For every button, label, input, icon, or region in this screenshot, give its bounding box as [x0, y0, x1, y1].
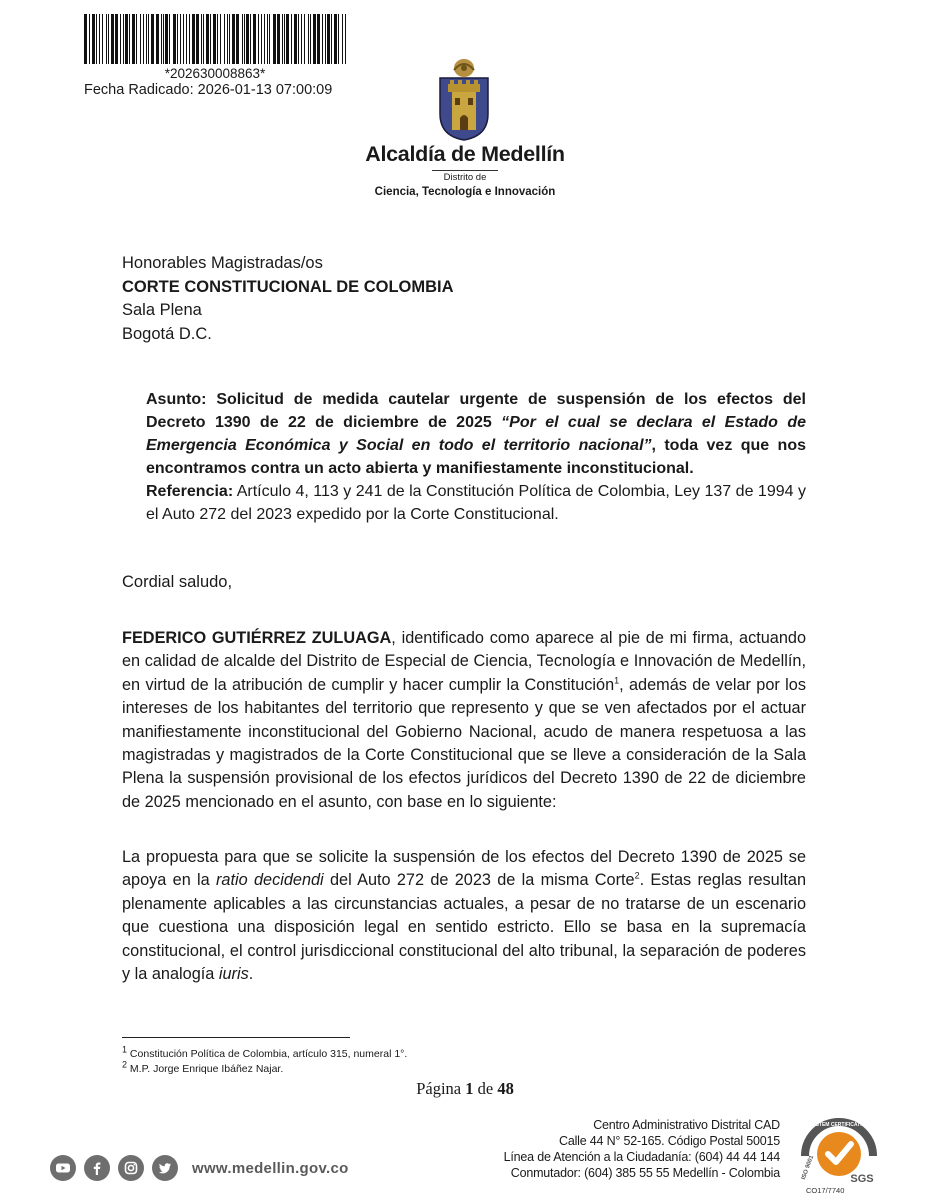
social-icons [50, 1155, 178, 1181]
twitter-icon[interactable] [152, 1155, 178, 1181]
asunto-block [146, 388, 806, 526]
barcode-bar [143, 14, 144, 64]
barcode-bar [325, 14, 326, 64]
barcode-bar [210, 14, 211, 64]
barcode-bar [203, 14, 204, 64]
paragraph1-text-a: , identificado como aparece al pie de mi firma, actuando en calidad de alcalde del Distrito de Especial de Ciencia, Tecnología e Innovación de Medellín, en virtud de la atribución de cumplir y hacer cumplir la Constitución [122, 629, 807, 694]
barcode-bar [186, 14, 187, 64]
address-line-4: Conmutador: (604) 385 55 55 Medellín - Colombia [510, 1166, 780, 1180]
page-total: 48 [497, 1079, 514, 1098]
barcode-bar [177, 14, 178, 64]
youtube-icon[interactable] [50, 1155, 76, 1181]
barcode-bar [192, 14, 195, 64]
barcode-bar [342, 14, 343, 64]
barcode-bar [258, 14, 259, 64]
recipient-line-2: CORTE CONSTITUCIONAL DE COLOMBIA [122, 277, 454, 296]
recipient-line-1: Honorables Magistradas/os [122, 254, 323, 272]
barcode-bar [310, 14, 311, 64]
barcode-bar [322, 14, 323, 64]
barcode-bar [244, 14, 245, 64]
barcode-bar [313, 14, 316, 64]
page-number [0, 1079, 930, 1099]
barcode-bar [345, 14, 346, 64]
barcode-bar [224, 14, 225, 64]
barcode-bar [201, 14, 202, 64]
signer-name: FEDERICO GUTIÉRREZ ZULUAGA [122, 629, 392, 647]
barcode-bar [242, 14, 243, 64]
footnote-2-text: M.P. Jorge Enrique Ibáñez Najar. [127, 1063, 284, 1075]
paragraph2-text-b: del Auto 272 de 2023 de la misma Corte [323, 871, 635, 890]
paragraph2-italic-ratio: ratio decidendi [216, 871, 324, 890]
recipient-line-3: Sala Plena [122, 301, 202, 319]
barcode-bar [229, 14, 230, 64]
facebook-icon[interactable] [84, 1155, 110, 1181]
brand-subtitle: Ciencia, Tecnología e Innovación [374, 186, 556, 198]
barcode-bar [269, 14, 270, 64]
recipient-line-4: Bogotá D.C. [122, 324, 212, 343]
barcode-bar [334, 14, 337, 64]
barcode-bar [298, 14, 299, 64]
greeting: Cordial saludo, [122, 573, 233, 591]
barcode-bar [250, 14, 251, 64]
barcode-bar [304, 14, 305, 64]
footnote-2 [122, 1059, 407, 1077]
brand-block [360, 142, 570, 198]
referencia-paragraph [146, 480, 806, 526]
barcode-bar [253, 14, 256, 64]
barcode-bar [129, 14, 130, 64]
barcode-bar [125, 14, 128, 64]
barcode-bar [161, 14, 162, 64]
barcode-bar [284, 14, 285, 64]
page-label: Página [416, 1079, 462, 1098]
barcode-bar [140, 14, 141, 64]
barcode-bar [286, 14, 289, 64]
page-of: de [477, 1079, 494, 1098]
barcode-bar [338, 14, 339, 64]
barcode-bar [308, 14, 309, 64]
paragraph2-text-c: . Estas reglas resultan plenamente aplicables a las circunstancias actuales, a pesar de no tratarse de un escenario que cuestiona una disposición legal en sentido estricto. Ello se basa en la supremacía constitucional, el control jurisdiccional constitucional del alto tribunal, la separación de poderes y la analogía [122, 871, 806, 984]
paragraph2-text-d: . [248, 965, 254, 984]
barcode-bar [148, 14, 149, 64]
barcode-bar [264, 14, 265, 64]
asunto-decree-title: “Por el cual se declara el Estado de Emergencia Económica y Social en todo el territorio nacional” [146, 414, 806, 454]
barcode-bar [120, 14, 121, 64]
barcode-bar [189, 14, 190, 64]
barcode-bar [232, 14, 235, 64]
asunto-text-end: , toda vez que nos encontramos contra un acto abierta y manifiestamente inconstitucional. [146, 437, 807, 477]
asunto-label: Asunto: [146, 391, 207, 408]
barcode-bar [115, 14, 118, 64]
sgs-iso-text: ISO 9001 [800, 1154, 816, 1181]
barcode-bar [89, 14, 90, 64]
fecha-radicado: Fecha Radicado: 2026-01-13 07:00:09 [84, 82, 333, 98]
barcode-bar [267, 14, 268, 64]
barcode-bar [106, 14, 107, 64]
barcode-bar [317, 14, 320, 64]
barcode-bar [227, 14, 228, 64]
address-line-3: Línea de Atención a la Ciudadanía: (604) 44 44 144 [503, 1150, 780, 1164]
asunto-text: Solicitud de medida cautelar urgente de suspensión de los efectos del Decreto 1390 de 22 de diciembre de 2025 [146, 391, 806, 431]
footer-address [430, 1117, 780, 1181]
brand-title: Alcaldía de Medellín [365, 142, 565, 166]
barcode-bar [156, 14, 159, 64]
barcode-bar [173, 14, 176, 64]
instagram-icon[interactable] [118, 1155, 144, 1181]
footnote-divider [122, 1037, 350, 1038]
barcode-bar [132, 14, 135, 64]
barcode-bar [217, 14, 218, 64]
barcode-bar [196, 14, 199, 64]
barcode-bar [92, 14, 95, 64]
barcode-bar [236, 14, 239, 64]
sgs-certification-badge [795, 1112, 887, 1184]
barcode-bar [277, 14, 280, 64]
footnote-2-number: 2 [122, 1059, 128, 1070]
barcode [84, 14, 346, 64]
footnote-1-text: Constitución Política de Colombia, artículo 315, numeral 1°. [127, 1048, 408, 1060]
asunto-paragraph [146, 388, 806, 480]
footnote-1-number: 1 [122, 1044, 128, 1055]
sgs-cert-code: CO17/7740 [806, 1186, 845, 1195]
barcode-bar [273, 14, 276, 64]
barcode-bar [169, 14, 170, 64]
address-line-2: Calle 44 N° 52-165. Código Postal 50015 [559, 1134, 780, 1148]
sgs-system-certification-text: SYSTEM CERTIFICATION [808, 1122, 870, 1128]
paragraph1-text-b: , además de velar por los intereses de los habitantes del territorio que represento y que se ven afectados por el actuar manifiestamente inconstitucional del Gobierno Nacional, acudo de manera respetuosa a las magistradas y magistrados de la Corte Constitucional que se lleve a consideración de la Sala Plena la suspensión provisional de los efectos jurídicos del Decreto 1390 de 22 de diciembre de 2025 mencionado en el asunto, con base en lo siguiente: [122, 675, 806, 811]
barcode-bar [151, 14, 154, 64]
referencia-label: Referencia: [146, 483, 234, 500]
footnote-1 [122, 1044, 408, 1062]
sgs-brand-text: SGS [850, 1173, 874, 1184]
website-link[interactable]: www.medellin.gov.co [192, 1160, 349, 1177]
barcode-bar [183, 14, 184, 64]
paragraph2-text-a: La propuesta para que se solicite la suspensión de los efectos del Decreto 1390 de 2025 se apoya en la [122, 848, 806, 890]
barcode-bar [294, 14, 297, 64]
body-paragraph-2 [122, 846, 806, 986]
barcode-bar [102, 14, 103, 64]
barcode-bar [291, 14, 292, 64]
page-current: 1 [465, 1079, 474, 1098]
brand-subtitle-small: Distrito de [432, 170, 499, 183]
referencia-text: Artículo 4, 113 y 241 de la Constitución Política de Colombia, Ley 137 de 1994 y el Auto 272 del 2023 expedido por la Corte Constitucional. [146, 483, 806, 523]
barcode-bar [301, 14, 302, 64]
barcode-bar [111, 14, 114, 64]
barcode-bar [163, 14, 164, 64]
barcode-bar [165, 14, 168, 64]
footnote-ref-1: 1 [614, 675, 620, 686]
footnote-ref-2: 2 [634, 870, 640, 881]
barcode-bar [96, 14, 97, 64]
footnotes [122, 1044, 408, 1077]
barcode-bar [99, 14, 100, 64]
barcode-bar [146, 14, 147, 64]
barcode-bar [282, 14, 283, 64]
barcode-number: *202630008863* [164, 66, 266, 81]
paragraph2-italic-iuris: iuris [218, 965, 249, 984]
body-paragraph-1 [122, 627, 806, 814]
barcode-bar [84, 14, 87, 64]
barcode-bar [108, 14, 109, 64]
barcode-bar [180, 14, 181, 64]
barcode-bar [123, 14, 124, 64]
barcode-bar [220, 14, 221, 64]
barcode-bar [327, 14, 330, 64]
barcode-bar [136, 14, 137, 64]
barcode-bar [246, 14, 249, 64]
barcode-bar [331, 14, 332, 64]
barcode-bar [206, 14, 209, 64]
barcode-bar [213, 14, 216, 64]
medellin-shield-logo [432, 56, 496, 142]
recipient-block [122, 252, 454, 346]
address-line-1: Centro Administrativo Distrital CAD [593, 1118, 780, 1132]
barcode-bar [261, 14, 262, 64]
